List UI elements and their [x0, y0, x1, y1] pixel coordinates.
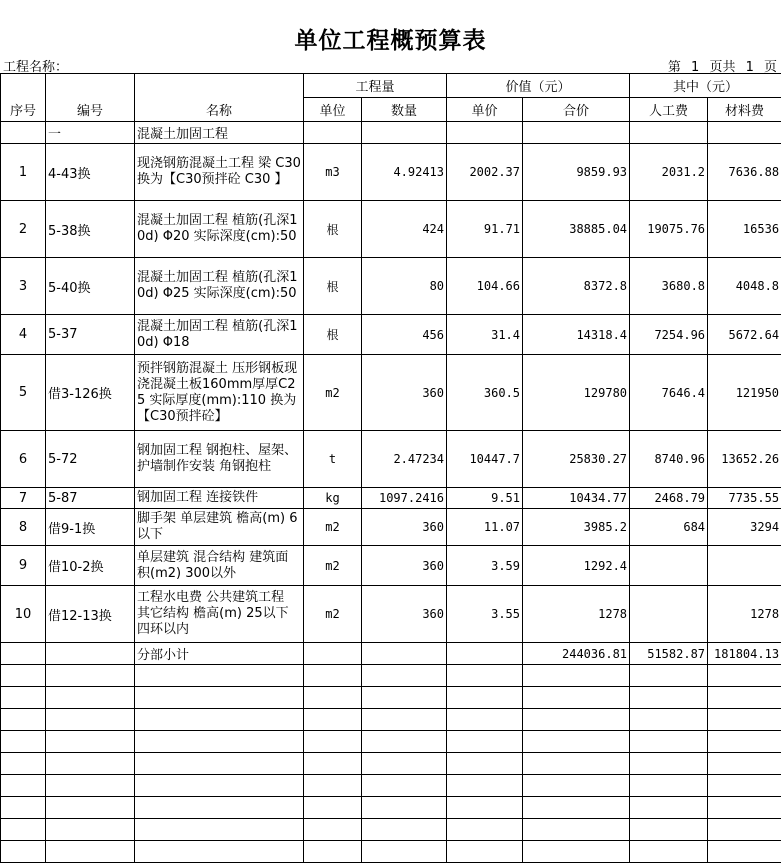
empty-cell — [46, 797, 135, 819]
row-qty: 4.92413 — [362, 144, 447, 201]
table-row — [1, 431, 781, 488]
row-unit-price: 3.59 — [447, 546, 523, 586]
row-code: 5-38换 — [46, 201, 135, 258]
empty-cell — [708, 797, 781, 819]
empty-cell — [447, 819, 523, 841]
empty-cell — [447, 687, 523, 709]
subtotal-row — [1, 643, 781, 665]
header-seq: 序号 — [1, 74, 46, 122]
empty-row — [1, 687, 781, 709]
row-total: 8372.8 — [523, 258, 630, 315]
empty-cell — [630, 775, 708, 797]
row-material: 7735.55 — [708, 488, 781, 509]
empty-cell — [135, 731, 304, 753]
row-code: 借9-1换 — [46, 509, 135, 546]
empty-cell — [447, 753, 523, 775]
empty-cell — [362, 643, 447, 665]
row-material: 13652.26 — [708, 431, 781, 488]
empty-cell — [630, 753, 708, 775]
empty-cell — [304, 643, 362, 665]
section-name: 混凝土加固工程 — [135, 122, 304, 144]
row-qty: 360 — [362, 509, 447, 546]
row-material — [708, 546, 781, 586]
row-total: 38885.04 — [523, 201, 630, 258]
row-seq: 3 — [1, 258, 46, 315]
empty-row — [1, 775, 781, 797]
table-row — [1, 258, 781, 315]
row-unit: t — [304, 431, 362, 488]
row-total: 14318.4 — [523, 315, 630, 355]
empty-row — [1, 665, 781, 687]
empty-cell — [46, 665, 135, 687]
empty-cell — [362, 775, 447, 797]
row-seq: 6 — [1, 431, 46, 488]
row-qty: 2.47234 — [362, 431, 447, 488]
empty-cell — [135, 841, 304, 863]
empty-cell — [447, 122, 523, 144]
empty-cell — [630, 731, 708, 753]
empty-cell — [304, 797, 362, 819]
row-code: 5-40换 — [46, 258, 135, 315]
empty-cell — [523, 753, 630, 775]
row-qty: 360 — [362, 546, 447, 586]
row-seq: 1 — [1, 144, 46, 201]
empty-cell — [1, 753, 46, 775]
row-code: 4-43换 — [46, 144, 135, 201]
empty-cell — [362, 665, 447, 687]
empty-cell — [362, 797, 447, 819]
empty-cell — [630, 841, 708, 863]
row-material: 3294 — [708, 509, 781, 546]
empty-cell — [708, 753, 781, 775]
empty-cell — [46, 731, 135, 753]
row-unit: 根 — [304, 201, 362, 258]
row-seq: 8 — [1, 509, 46, 546]
empty-cell — [523, 775, 630, 797]
row-material: 5672.64 — [708, 315, 781, 355]
project-name-label: 工程名称： — [3, 56, 68, 75]
header-labor: 人工费 — [630, 98, 708, 122]
row-material: 16536 — [708, 201, 781, 258]
empty-row — [1, 709, 781, 731]
empty-cell — [1, 819, 46, 841]
empty-cell — [1, 709, 46, 731]
row-name: 钢加固工程 连接铁件 — [135, 488, 304, 509]
empty-row — [1, 731, 781, 753]
section-row — [1, 122, 781, 144]
row-total: 1278 — [523, 586, 630, 643]
empty-cell — [630, 122, 708, 144]
row-labor: 19075.76 — [630, 201, 708, 258]
row-qty: 360 — [362, 355, 447, 431]
row-unit-price: 10447.7 — [447, 431, 523, 488]
row-seq: 9 — [1, 546, 46, 586]
empty-cell — [304, 819, 362, 841]
document-title: 单位工程概预算表 — [0, 22, 781, 55]
row-unit-price: 3.55 — [447, 586, 523, 643]
empty-cell — [630, 687, 708, 709]
empty-cell — [135, 665, 304, 687]
subtotal-total: 244036.81 — [523, 643, 630, 665]
empty-cell — [523, 687, 630, 709]
empty-cell — [362, 819, 447, 841]
row-unit: 根 — [304, 258, 362, 315]
empty-cell — [135, 687, 304, 709]
row-labor: 8740.96 — [630, 431, 708, 488]
empty-cell — [46, 687, 135, 709]
row-seq: 2 — [1, 201, 46, 258]
row-labor: 2468.79 — [630, 488, 708, 509]
row-material: 1278 — [708, 586, 781, 643]
row-total: 1292.4 — [523, 546, 630, 586]
header-code: 编号 — [46, 74, 135, 122]
empty-cell — [362, 687, 447, 709]
empty-cell — [304, 775, 362, 797]
empty-cell — [523, 665, 630, 687]
empty-cell — [46, 753, 135, 775]
row-total: 3985.2 — [523, 509, 630, 546]
row-labor: 684 — [630, 509, 708, 546]
row-material: 121950 — [708, 355, 781, 431]
table-row — [1, 488, 781, 509]
row-name: 工程水电费 公共建筑工程 其它结构 檐高(m) 25以下 四环以内 — [135, 586, 304, 643]
row-code: 借10-2换 — [46, 546, 135, 586]
empty-cell — [523, 797, 630, 819]
header-value-group: 价值（元） — [447, 74, 630, 98]
row-qty: 1097.2416 — [362, 488, 447, 509]
empty-cell — [1, 643, 46, 665]
row-total: 10434.77 — [523, 488, 630, 509]
empty-cell — [362, 841, 447, 863]
row-unit: kg — [304, 488, 362, 509]
empty-cell — [447, 731, 523, 753]
row-name: 钢加固工程 钢抱柱、屋架、护墙制作安装 角钢抱柱 — [135, 431, 304, 488]
row-qty: 456 — [362, 315, 447, 355]
empty-cell — [708, 687, 781, 709]
empty-cell — [708, 775, 781, 797]
empty-cell — [1, 687, 46, 709]
row-unit: m2 — [304, 509, 362, 546]
empty-cell — [708, 709, 781, 731]
empty-cell — [1, 775, 46, 797]
row-unit-price: 9.51 — [447, 488, 523, 509]
empty-cell — [135, 819, 304, 841]
row-qty: 80 — [362, 258, 447, 315]
empty-cell — [447, 665, 523, 687]
row-labor — [630, 586, 708, 643]
row-unit: m2 — [304, 355, 362, 431]
empty-cell — [708, 731, 781, 753]
empty-cell — [1, 665, 46, 687]
empty-cell — [304, 841, 362, 863]
empty-cell — [447, 643, 523, 665]
row-code: 借12-13换 — [46, 586, 135, 643]
empty-cell — [46, 775, 135, 797]
header-qty: 数量 — [362, 98, 447, 122]
subtotal-label: 分部小计 — [135, 643, 304, 665]
empty-cell — [630, 665, 708, 687]
row-qty: 424 — [362, 201, 447, 258]
table-row — [1, 144, 781, 201]
empty-cell — [708, 665, 781, 687]
budget-table — [0, 73, 781, 863]
row-unit: m2 — [304, 586, 362, 643]
row-material: 7636.88 — [708, 144, 781, 201]
empty-cell — [46, 643, 135, 665]
row-code: 借3-126换 — [46, 355, 135, 431]
row-unit-price: 11.07 — [447, 509, 523, 546]
header-name: 名称 — [135, 74, 304, 122]
header-qty-group: 工程量 — [304, 74, 447, 98]
row-name: 混凝土加固工程 植筋(孔深10d) Φ25 实际深度(cm):50 — [135, 258, 304, 315]
header-material: 材料费 — [708, 98, 781, 122]
row-unit-price: 31.4 — [447, 315, 523, 355]
empty-cell — [46, 841, 135, 863]
empty-cell — [523, 841, 630, 863]
empty-row — [1, 753, 781, 775]
empty-cell — [630, 709, 708, 731]
row-name: 单层建筑 混合结构 建筑面积(m2) 300以外 — [135, 546, 304, 586]
header-of-which: 其中（元） — [630, 74, 781, 98]
row-labor: 7254.96 — [630, 315, 708, 355]
empty-cell — [708, 841, 781, 863]
empty-cell — [708, 122, 781, 144]
row-unit-price: 2002.37 — [447, 144, 523, 201]
row-total: 129780 — [523, 355, 630, 431]
row-labor: 2031.2 — [630, 144, 708, 201]
header-row-1 — [1, 74, 781, 98]
empty-cell — [135, 797, 304, 819]
empty-row — [1, 797, 781, 819]
row-name: 脚手架 单层建筑 檐高(m) 6以下 — [135, 509, 304, 546]
row-name: 现浇钢筋混凝土工程 梁 C30 换为【C30预拌砼 C30 】 — [135, 144, 304, 201]
table-row — [1, 509, 781, 546]
row-seq: 7 — [1, 488, 46, 509]
table-row — [1, 201, 781, 258]
empty-row — [1, 819, 781, 841]
empty-cell — [630, 797, 708, 819]
row-unit: m3 — [304, 144, 362, 201]
empty-cell — [304, 709, 362, 731]
empty-cell — [304, 122, 362, 144]
page-info: 第 1 页共 1 页 — [668, 56, 777, 75]
empty-cell — [135, 775, 304, 797]
empty-cell — [523, 122, 630, 144]
empty-cell — [304, 687, 362, 709]
row-labor: 3680.8 — [630, 258, 708, 315]
row-seq: 4 — [1, 315, 46, 355]
empty-cell — [304, 753, 362, 775]
row-code: 5-72 — [46, 431, 135, 488]
empty-cell — [447, 775, 523, 797]
empty-cell — [135, 753, 304, 775]
row-unit-price: 360.5 — [447, 355, 523, 431]
empty-cell — [362, 122, 447, 144]
row-total: 9859.93 — [523, 144, 630, 201]
subtotal-labor: 51582.87 — [630, 643, 708, 665]
row-seq: 10 — [1, 586, 46, 643]
header-unit: 单位 — [304, 98, 362, 122]
empty-cell — [46, 819, 135, 841]
empty-cell — [447, 797, 523, 819]
row-unit-price: 104.66 — [447, 258, 523, 315]
row-code: 5-87 — [46, 488, 135, 509]
empty-cell — [630, 819, 708, 841]
empty-cell — [1, 797, 46, 819]
empty-cell — [362, 731, 447, 753]
row-qty: 360 — [362, 586, 447, 643]
empty-cell — [447, 709, 523, 731]
table-row — [1, 315, 781, 355]
empty-cell — [708, 819, 781, 841]
empty-cell — [46, 709, 135, 731]
row-seq: 5 — [1, 355, 46, 431]
empty-row — [1, 841, 781, 863]
empty-cell — [523, 819, 630, 841]
row-labor: 7646.4 — [630, 355, 708, 431]
row-code: 5-37 — [46, 315, 135, 355]
row-material: 4048.8 — [708, 258, 781, 315]
header-unit-price: 单价 — [447, 98, 523, 122]
empty-cell — [362, 753, 447, 775]
section-seq — [1, 122, 46, 144]
row-total: 25830.27 — [523, 431, 630, 488]
empty-cell — [135, 709, 304, 731]
empty-cell — [447, 841, 523, 863]
row-unit-price: 91.71 — [447, 201, 523, 258]
subtotal-material: 181804.13 — [708, 643, 781, 665]
row-unit: m2 — [304, 546, 362, 586]
table-row — [1, 586, 781, 643]
row-unit: 根 — [304, 315, 362, 355]
row-name: 预拌钢筋混凝土 压形钢板现浇混凝土板160mm厚厚C25 实际厚度(mm):110 换为【C30预拌砼】 — [135, 355, 304, 431]
section-code: 一 — [46, 122, 135, 144]
empty-cell — [362, 709, 447, 731]
row-name: 混凝土加固工程 植筋(孔深10d) Φ18 — [135, 315, 304, 355]
table-row — [1, 355, 781, 431]
empty-cell — [1, 731, 46, 753]
empty-cell — [304, 731, 362, 753]
header-total: 合价 — [523, 98, 630, 122]
empty-cell — [523, 709, 630, 731]
row-labor — [630, 546, 708, 586]
empty-cell — [523, 731, 630, 753]
row-name: 混凝土加固工程 植筋(孔深10d) Φ20 实际深度(cm):50 — [135, 201, 304, 258]
empty-cell — [304, 665, 362, 687]
empty-cell — [1, 841, 46, 863]
table-row — [1, 546, 781, 586]
